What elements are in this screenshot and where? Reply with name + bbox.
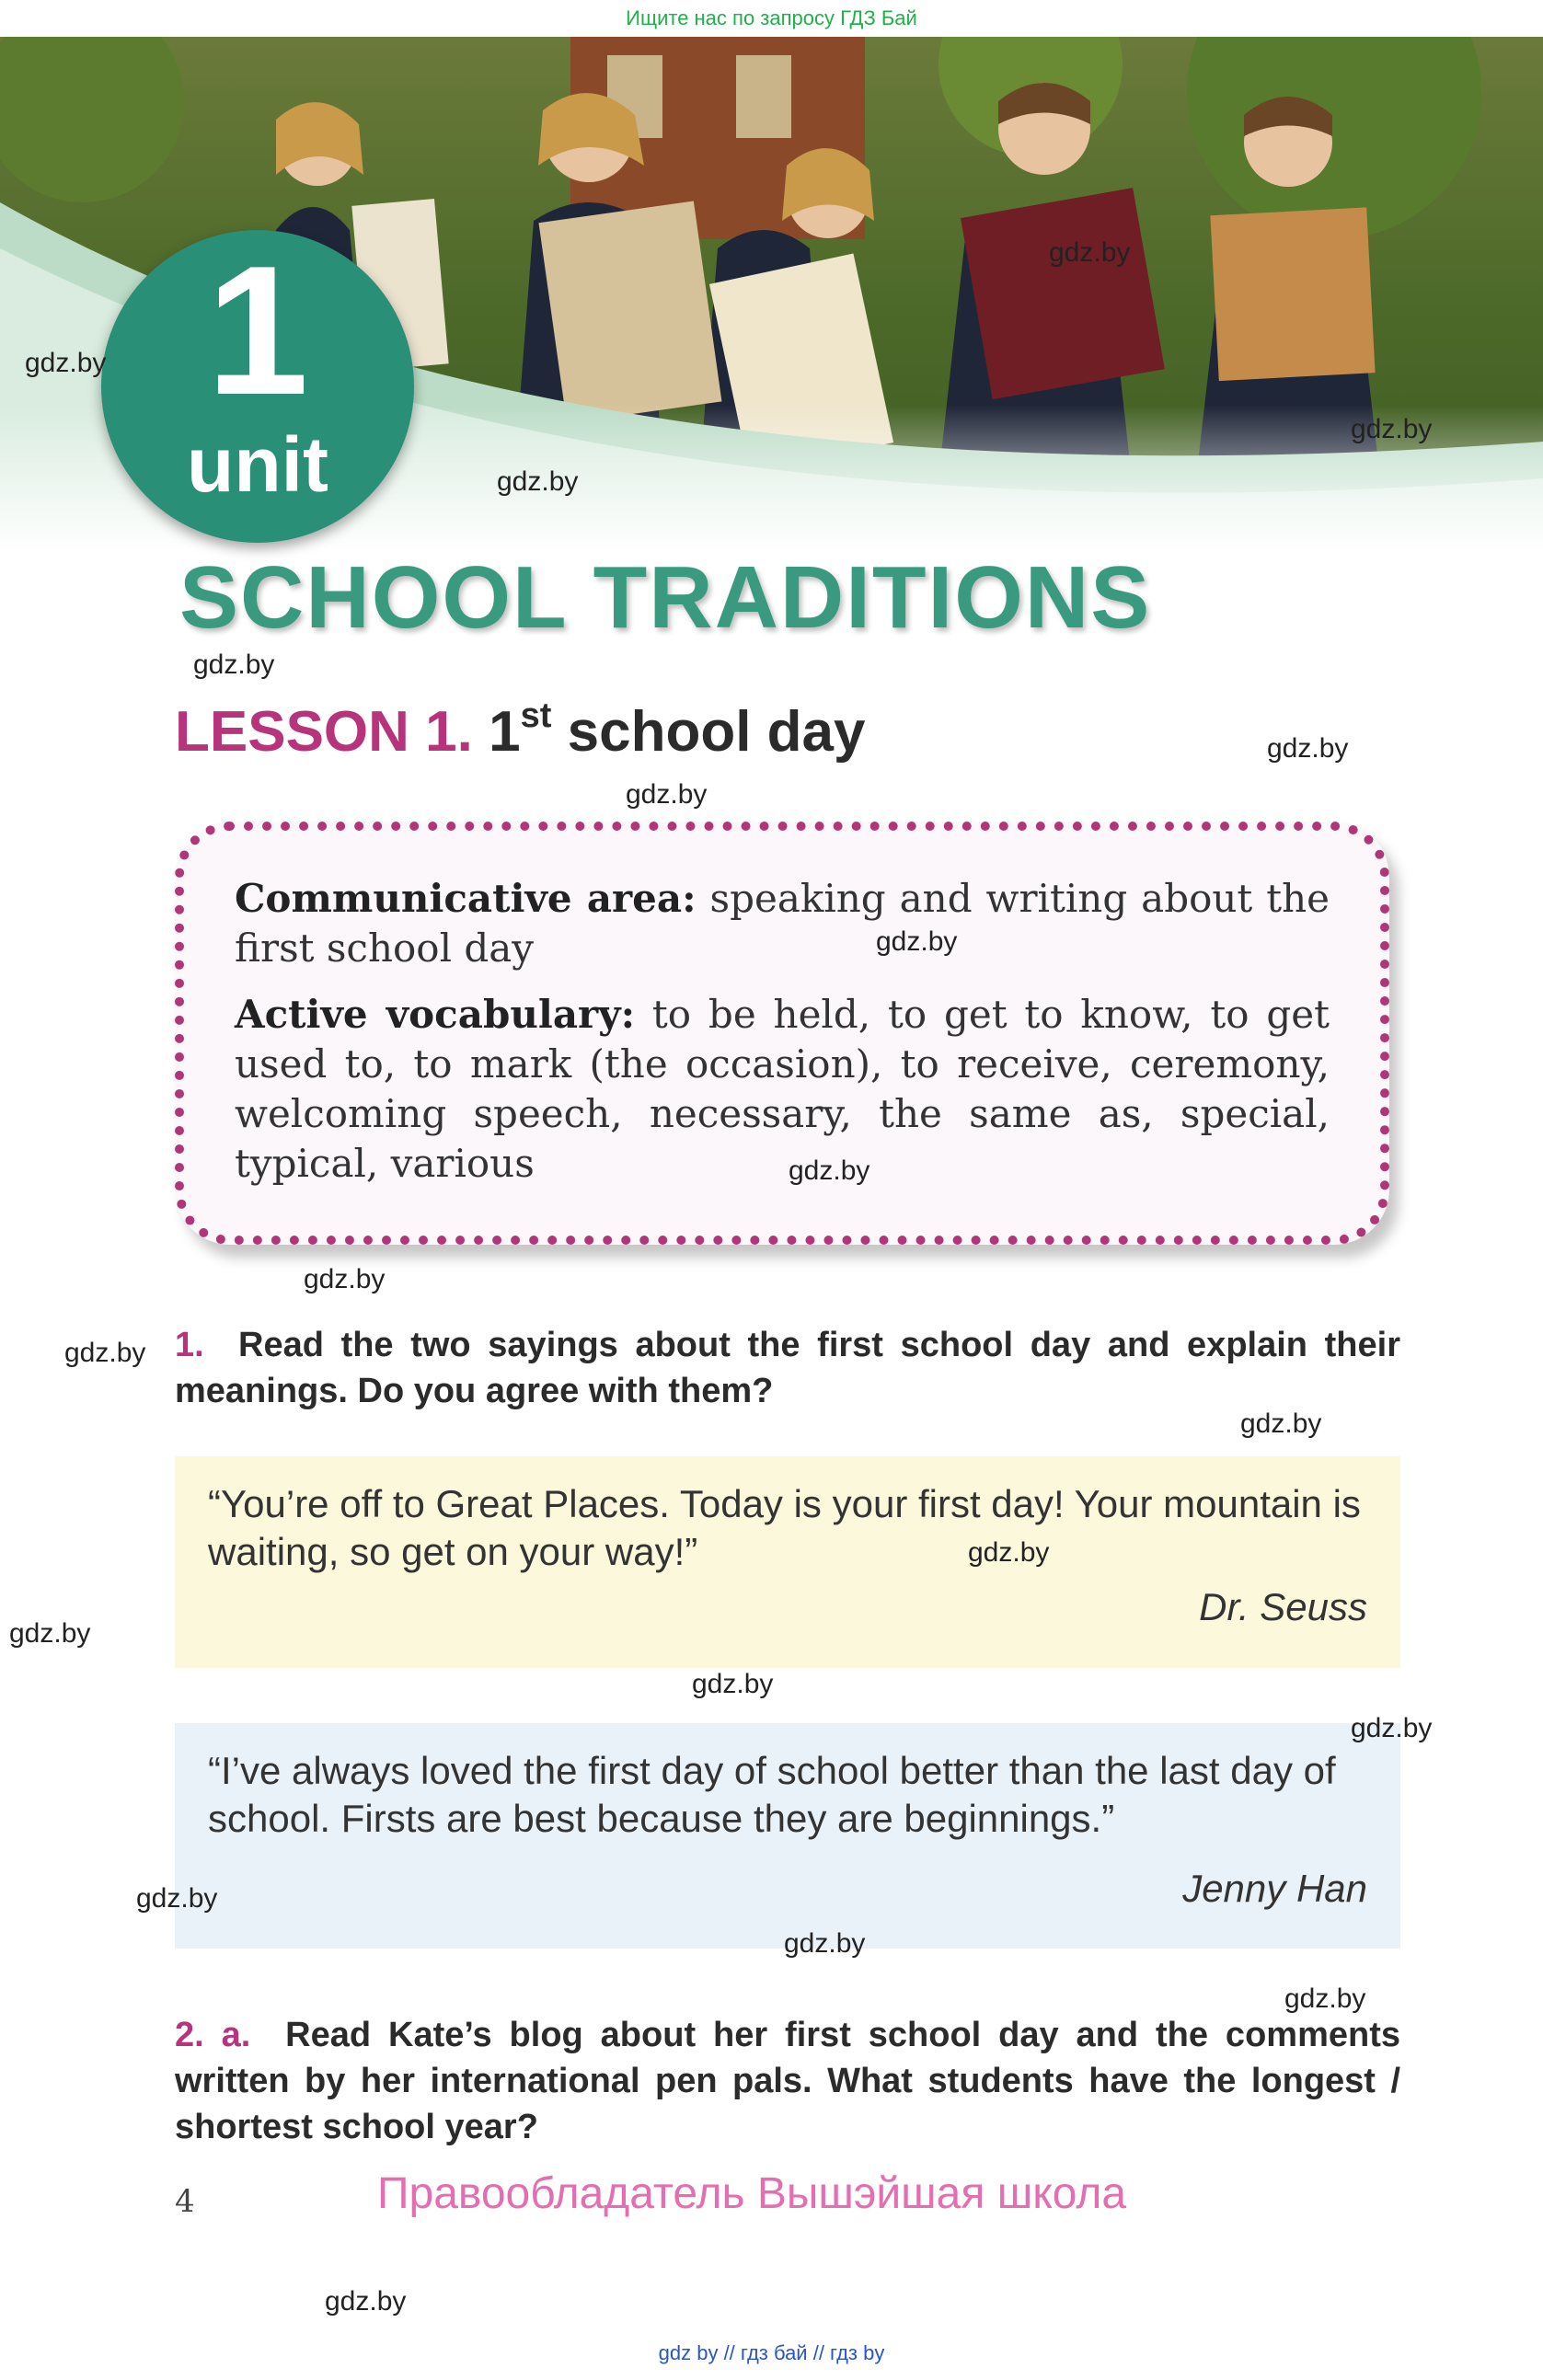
- watermark: gdz.by: [692, 1669, 774, 1699]
- communicative-area: Communicative area: speaking and writing about the first school day: [235, 876, 1330, 971]
- task-1-number: 1.: [175, 1326, 204, 1364]
- lesson-heading: [175, 696, 866, 765]
- unit-number: 1: [206, 228, 309, 433]
- quote-2: [175, 1723, 1400, 1949]
- page-number: 4: [175, 2183, 195, 2220]
- watermark: gdz.by: [626, 779, 708, 810]
- watermark: gdz.by: [1267, 733, 1349, 764]
- watermark: gdz.by: [784, 1928, 866, 1959]
- footer-links[interactable]: gdz by // гдз бай // гдз by: [658, 2341, 885, 2364]
- copyright-notice: Правообладатель Вышэйшая школа: [377, 2169, 1127, 2218]
- task-2-text: Read Kate’s blog about her first school day and the comments written by her international pen pals. What students have the longest / shortest school year?: [175, 2016, 1400, 2146]
- task-2-number: 2. a.: [175, 2016, 251, 2054]
- quote-1: [175, 1456, 1400, 1668]
- quote-1-author: Dr. Seuss: [1199, 1585, 1367, 1628]
- watermark: gdz.by: [1284, 1983, 1366, 2014]
- watermark: gdz.by: [1351, 1713, 1433, 1743]
- quote-1-text: “You’re off to Great Places. Today is your first day! Your mountain is waiting, so get on your way!”: [208, 1482, 1361, 1573]
- watermark: gdz.by: [304, 1264, 386, 1294]
- quote-2-author: Jenny Han: [1182, 1867, 1367, 1910]
- watermark: gdz.by: [64, 1338, 146, 1368]
- task-1: [175, 1322, 1400, 1414]
- quote-2-text: “I’ve always loved the first day of school better than the last day of school. Firsts are best because they are beginnings.”: [208, 1749, 1336, 1840]
- watermark: gdz.by: [1049, 237, 1131, 268]
- task-1-text: Read the two sayings about the first school day and explain their meanings. Do you agree with them?: [175, 1326, 1400, 1410]
- watermark: gdz.by: [136, 1883, 218, 1914]
- watermark: gdz.by: [789, 1156, 870, 1186]
- unit-title: SCHOOL TRADITIONS: [179, 548, 1152, 647]
- unit-label: unit: [187, 421, 328, 508]
- top-banner[interactable]: Ищите нас по запросу ГДЗ Бай: [626, 6, 917, 29]
- watermark: gdz.by: [325, 2286, 407, 2317]
- task-2: [175, 2012, 1400, 2150]
- watermark: gdz.by: [1240, 1408, 1322, 1439]
- watermark: gdz.by: [193, 650, 275, 680]
- lesson-label: LESSON 1.: [175, 700, 473, 764]
- watermark: gdz.by: [25, 348, 107, 378]
- watermark: gdz.by: [968, 1537, 1050, 1568]
- lesson-title: 1st school day: [489, 696, 866, 764]
- vocab-text: [235, 874, 1330, 1205]
- watermark: gdz.by: [876, 926, 958, 957]
- watermark: gdz.by: [9, 1618, 91, 1649]
- watermark: gdz.by: [497, 466, 579, 497]
- active-vocabulary: Active vocabulary: to be held, to get to know, to get used to, to mark (the occasion), to receive, ceremony, welcoming speech, necessary, the same as, special, typical, various: [235, 992, 1330, 1186]
- watermark: gdz.by: [1351, 414, 1433, 444]
